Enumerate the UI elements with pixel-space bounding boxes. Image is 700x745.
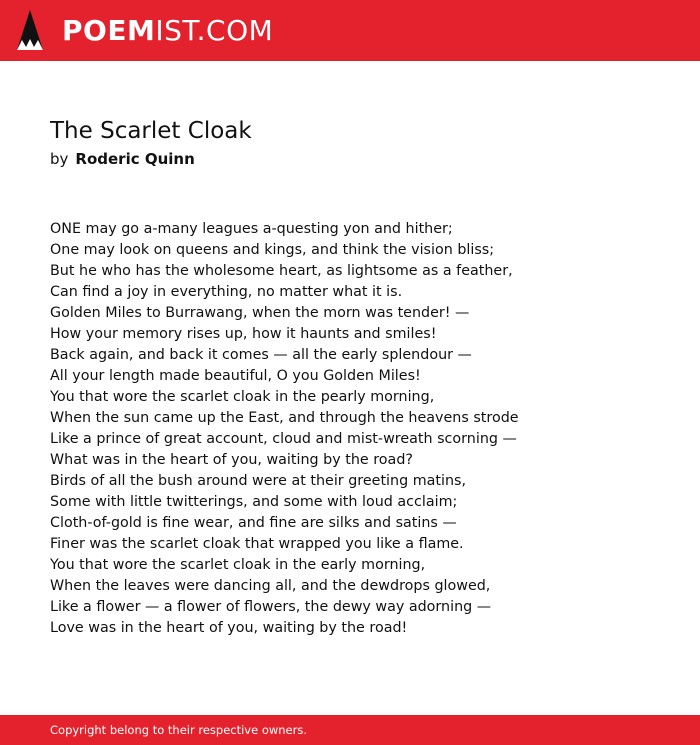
poem-line: When the sun came up the East, and through the heavens strode	[50, 410, 519, 426]
poem-line: Birds of all the bush around were at their greeting matins,	[50, 473, 467, 489]
poem-line: When the leaves were dancing all, and the dewdrops glowed,	[50, 578, 491, 594]
poem-line: Back again, and back it comes — all the early splendour —	[50, 347, 472, 363]
poem-line: Can find a joy in everything, no matter what it is.	[50, 284, 403, 300]
byline-label: by	[50, 150, 69, 168]
poem-byline	[50, 148, 195, 170]
poem-line: One may look on queens and kings, and think the vision bliss;	[50, 242, 495, 258]
author-link[interactable]: Roderic Quinn	[75, 150, 195, 168]
poem-line: Some with little twitterings, and some with loud acclaim;	[50, 494, 458, 510]
poem-line: Finer was the scarlet cloak that wrapped you like a flame.	[50, 536, 464, 552]
poem-line: Love was in the heart of you, waiting by the road!	[50, 620, 408, 636]
poem-title: The Scarlet Cloak	[50, 118, 252, 144]
site-header	[0, 0, 700, 61]
poem-line: Like a prince of great account, cloud and mist-wreath scorning —	[50, 431, 517, 447]
poem-line: Golden Miles to Burrawang, when the morn was tender! —	[50, 305, 470, 321]
poem-line: You that wore the scarlet cloak in the early morning,	[50, 557, 426, 573]
poem-line: ONE may go a-many leagues a-questing yon and hither;	[50, 221, 453, 237]
poem-line: Cloth-of-gold is fine wear, and fine are silks and satins —	[50, 515, 457, 531]
logo-light-text: IST.COM	[155, 14, 274, 47]
poem-body	[50, 219, 519, 639]
poem-line: How your memory rises up, how it haunts and smiles!	[50, 326, 437, 342]
poem-line: Like a flower — a flower of flowers, the dewy way adorning —	[50, 599, 492, 615]
poem-line: What was in the heart of you, waiting by the road?	[50, 452, 413, 468]
poem-line: But he who has the wholesome heart, as lightsome as a feather,	[50, 263, 513, 279]
logo-bold-text: POEM	[62, 14, 156, 47]
copyright-text: Copyright belong to their respective owners.	[50, 723, 308, 737]
site-footer	[0, 715, 700, 745]
pencil-tip-icon	[16, 10, 44, 52]
logo-wordmark	[62, 10, 273, 52]
site-logo-link[interactable]	[16, 10, 273, 52]
poem-line: All your length made beautiful, O you Golden Miles!	[50, 368, 421, 384]
poem-line: You that wore the scarlet cloak in the pearly morning,	[50, 389, 435, 405]
